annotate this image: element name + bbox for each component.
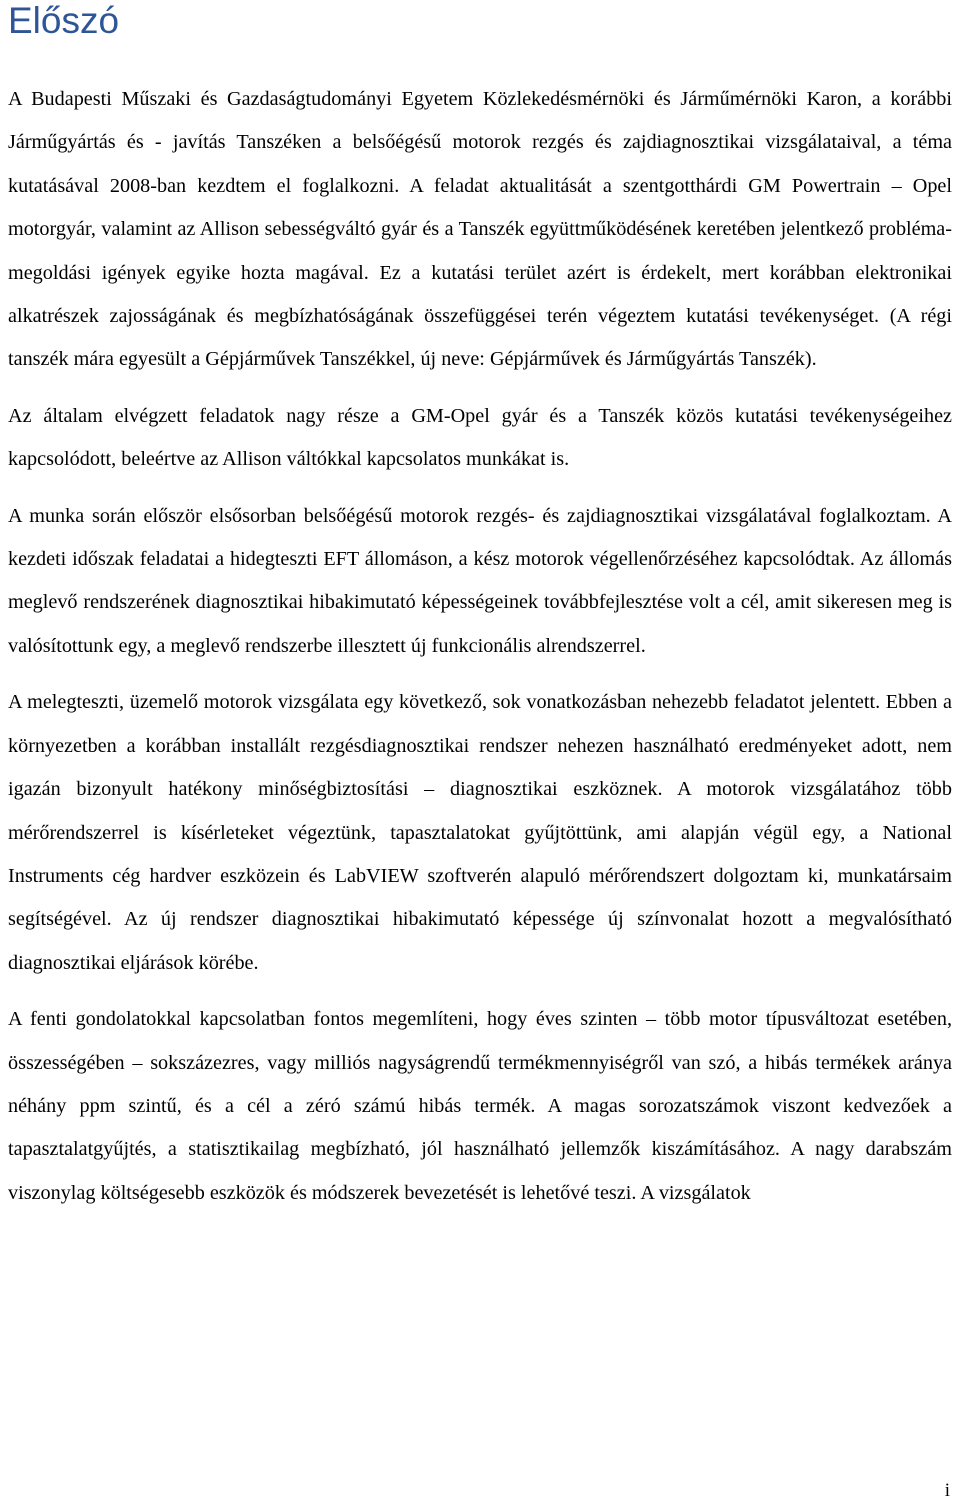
page-number: i bbox=[944, 1480, 950, 1501]
paragraph: A munka során először elsősorban belsőégésű motorok rezgés- és zajdiagnosztikai vizsgálatával foglalkoztam. A kezdeti időszak feladatai a hidegteszti EFT állomáson, a kész motorok végellenőrzéséhez kapcsolódtak. Az állomás meglevő rendszerének diagnosztikai hibakimutató képességeinek továbbfejlesztése volt a cél, amit sikeresen meg is valósítottunk egy, a meglevő rendszerbe illesztett új funkcionális alrendszerrel. bbox=[8, 504, 952, 657]
paragraph: Az általam elvégzett feladatok nagy része a GM-Opel gyár és a Tanszék közös kutatási tevékenységeihez kapcsolódott, beleértve az Allison váltókkal kapcsolatos munkákat is. bbox=[8, 404, 952, 471]
paragraph: A fenti gondolatokkal kapcsolatban fontos megemlíteni, hogy éves szinten – több motor típusváltozat esetében, összességében – sokszázezres, vagy milliós nagyságrendű termékmennyiségről van szó, a hibás termékek aránya néhány ppm szintű, és a cél a zéró számú hibás termék. A magas sorozatszámok viszont kedvezőek a tapasztalatgyűjtés, a statisztikailag megbízható, jól használható jellemzők kiszámításához. A nagy darabszám viszonylag költségesebb eszközök és módszerek bevezetését is lehetővé teszi. A vizsgálatok bbox=[8, 1008, 952, 1204]
page-title: Előszó bbox=[8, 0, 120, 41]
document-body bbox=[8, 78, 952, 1228]
paragraph: A Budapesti Műszaki és Gazdaságtudományi Egyetem Közlekedésmérnöki és Járműmérnöki Karon, a korábbi Járműgyártás és - javítás Tanszéken a belsőégésű motorok rezgés és zajdiagnosztikai vizsgálataival, a téma kutatásával 2008-ban kezdtem el foglalkozni. A feladat aktualitását a szentgotthárdi GM Powertrain – Opel motorgyár, valamint az Allison sebességváltó gyár és a Tanszék együttműködésének keretében jelentkező probléma-megoldási igények egyike hozta magával. Ez a kutatási terület azért is érdekelt, mert korábban elektronikai alkatrészek zajosságának és megbízhatóságának összefüggései terén végeztem kutatási tevékenységet. (A régi tanszék mára egyesült a Gépjárművek Tanszékkel, új neve: Gépjárművek és Járműgyártás Tanszék). bbox=[8, 88, 952, 371]
paragraph: A melegteszti, üzemelő motorok vizsgálata egy következő, sok vonatkozásban nehezebb feladatot jelentett. Ebben a környezetben a korábban installált rezgésdiagnosztikai rendszer nehezen használható eredményeket adott, nem igazán bizonyult hatékony minőségbiztosítási – diagnosztikai eszköznek. A motorok vizsgálatához több mérőrendszerrel is kísérleteket végeztünk, tapasztalatokat gyűjtöttünk, ami alapján végül egy, a National Instruments cég hardver eszközein és LabVIEW szoftverén alapuló mérőrendszert dolgoztam ki, munkatársaim segítségével. Az új rendszer diagnosztikai hibakimutató képessége új színvonalat hozott a megvalósítható diagnosztikai eljárások körébe. bbox=[8, 691, 952, 974]
